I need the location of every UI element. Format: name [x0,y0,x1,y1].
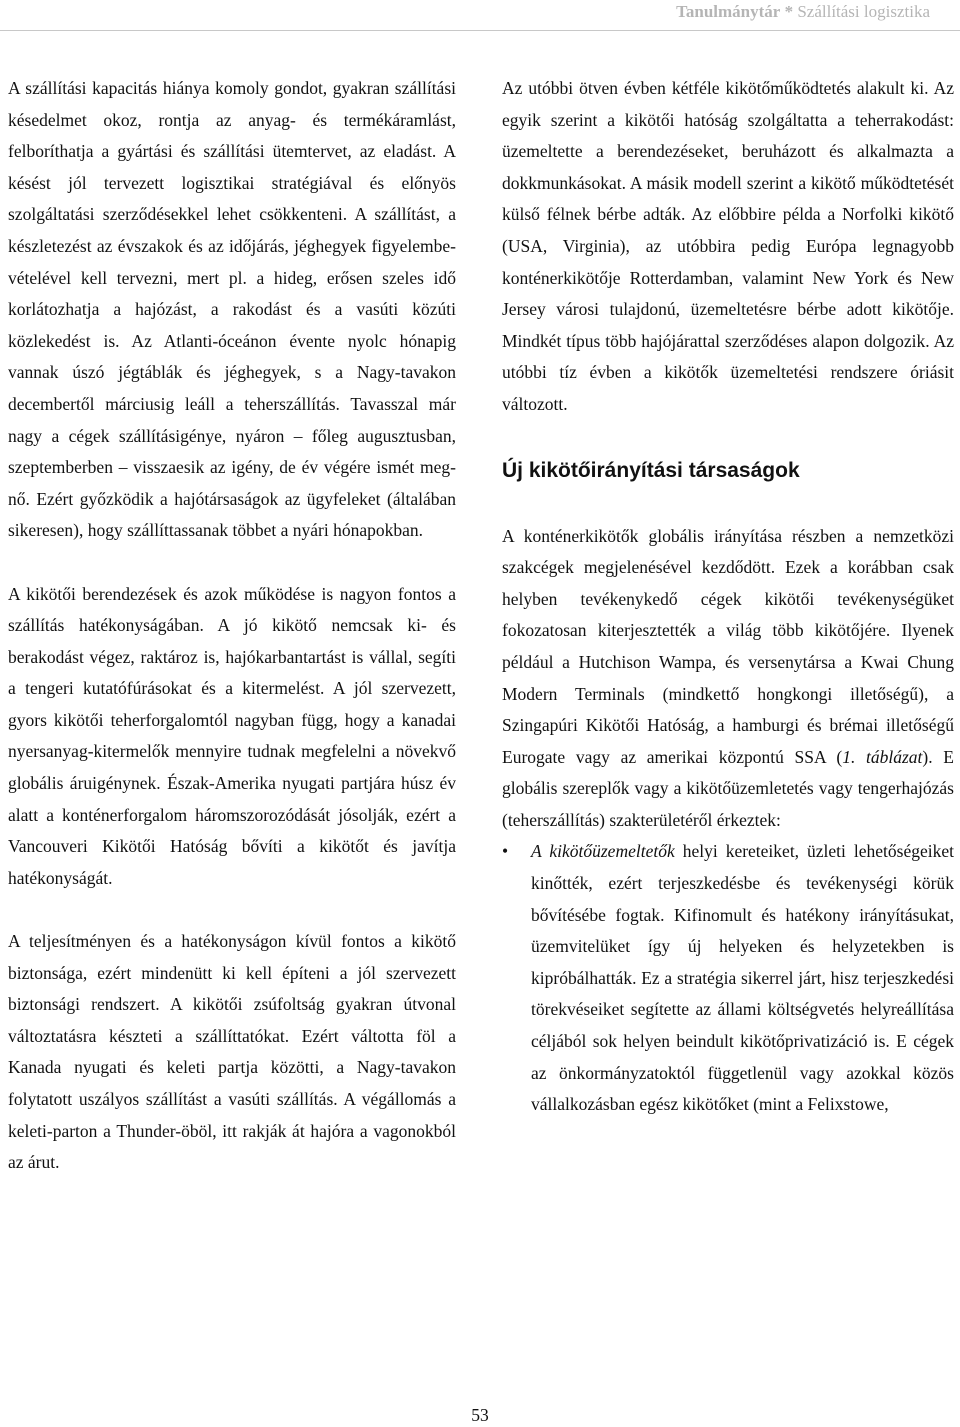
left-column [8,73,456,1210]
list-item [502,836,954,1120]
bullet-list [502,836,954,1120]
header-site-name: Tanulmánytár [676,2,781,21]
paragraph-port-operation-models: Az utóbbi ötven évben kétféle kikötőműködtetés alakult ki. Az egyik szerint a kikötői hatóság szolgáltatta a teherrakodást: üzemeltette a berendezéseket, beruházott és alkalmazta a dokkmunkásokat. A másik modell szerint a kikötő működtetését külső félnek bérbe adták. Az előbbire példa a Norfolki kikötő (USA, Virginia), az utóbbira pedig Európa legnagyobb konténerkikötője Rotterdamban, valamint New York és New Jersey városi tulajdonú, üzemeltetésre bérbe adott kikötője. Mindkét típus több hajójárattal szerződéses alapon dolgozik. Az utóbbi tíz évben a kikötők üzemeltetési rendszere óriásit változott. [502,78,954,414]
bullet-icon: • [502,841,509,862]
header-rule [0,30,960,31]
paragraph-port-facilities: A kikötői berendezések és azok működése is nagyon fontos a szállítás hatékonyságában. A jó kikötő nemcsak ki- és berakodást végez, raktároz is, hajókarbantartást is vállal, segíti a tengeri kutatófúrásokat és a kitermelést. A jól szervezett, gyors kikötői teherforgalomtól nagyban függ, hogy a kanadai nyersanyag-kitermelők mennyire tudnak megfelelni a növekvő globális áruigénynek. Észak-Amerika nyugati partjára húsz év alatt a konténerforgalom háromszorozódását jósolják, ezért a Vancouveri Kikötői Hatóság bővíti a kikötőt és javítja hatékonyságát. [8,583,456,888]
header-separator: * [784,2,794,21]
bullet-text: helyi kereteiket, üzleti lehetőségeiket kinőtték, ezért terjeszkedésbe és tevékenységi körük bővítésébe fogtak. Kifinomult és hatékony irányításukat, üzemvitelüket így új helyeken és helyzetekben is kipróbálhatták. Ez a stratégia sikerrel járt, hisz terjeszkedési törekvéseiket segítette az állami költségvetés helyreállítása céljából sok helyen beindult kikötőprivatizáció is. E cégek az önkormányzatoktól függetlenül vagy azokkal közös vállalkozásban egész kikötőket (mint a Felixstowe, [531,841,954,1115]
paragraph-transport-capacity: A szállítási kapacitás hiánya komoly gondot, gyakran szállítási késedelmet okoz, rontja az anyag- és termékáramlást, felboríthatja a gyártási és szállítási ütemtervet, az eladást. A késést jól tervezett logisztikai stratégiával és előnyös szolgáltatási szerződésekkel lehet csökkenteni. A szállítást, a készletezést az évszakok és az időjárás, jéghegyek figyelembevételével kell tervezni, mert pl. a hideg, erősen szeles idő korlátozhatja a hajózást, a rakodást és a vasúti közúti közlekedést is. Az Atlanti-óceánon évente nyolc hónapig vannak úszó jégtáblák és jéghegyek, s a Nagy-tavakon decembertől márciusig leáll a teherszállítás. Tavasszal már nagy a cégek szállításigénye, nyáron – főleg augusztusban, szeptemberben – visszaesik az igény, de év végére ismét megnő. Ezért győzködik a hajótársaságok az ügyfeleket (általában sikeresen), hogy szállíttassanak többet a nyári hónapokban. [8,78,456,541]
header-section: Szállítási logisztika [797,2,930,21]
bullet-term: A kikötőüzemeltetők [531,841,675,862]
paragraph-text-start: A konténerkikötők globális irányítása részben a nemzetközi szakcégek megjelenésével kezdődött. Ezek a korábban csak helyben tevékenykedő cégek kikötői tevékenységüket fokozatosan kiterjesztették a világ több kikötőjére. Ilyenek például a Hutchison Wampa, és versenytársa a Kwai Chung Modern Terminals (mindkettő hongkongi illetőségű), a Szingapúri Kikötői Hatóság, a hamburgi és brémai illetőségű Eurogate vagy az amerikai központú SSA ( [502,525,954,767]
running-header [0,0,960,28]
right-column [502,73,954,1121]
page-number: 53 [471,1405,489,1425]
paragraph-global-port-management [502,521,954,837]
table-reference: 1. táblázat [842,746,923,767]
paragraph-port-security: A teljesítményen és a hatékonyságon kívül fontos a kikötő biztonsága, ezért mindenütt ki kell építeni a jól szervezett biztonsági rendszert. A kikötői zsúfoltság gyakran útvonal változtatásra készteti a szállíttatókat. Ezért váltotta föl a Kanada nyugati és keleti partja közötti, a Nagy-tavakon folytatott uszályos szállítást a vasúti szállítás. A végállomás a keleti-parton a Thunder-öböl, itt rakják át hajóra a vagonokból az árut. [8,931,456,1173]
paragraph-text-end: ). E globális szereplők vagy a kikötőüzemletetés vagy tengerhajózás (teherszállítás) szakterületéről érkeztek: [502,746,954,830]
section-heading: Új kikötőirányítási társaságok [502,458,800,482]
